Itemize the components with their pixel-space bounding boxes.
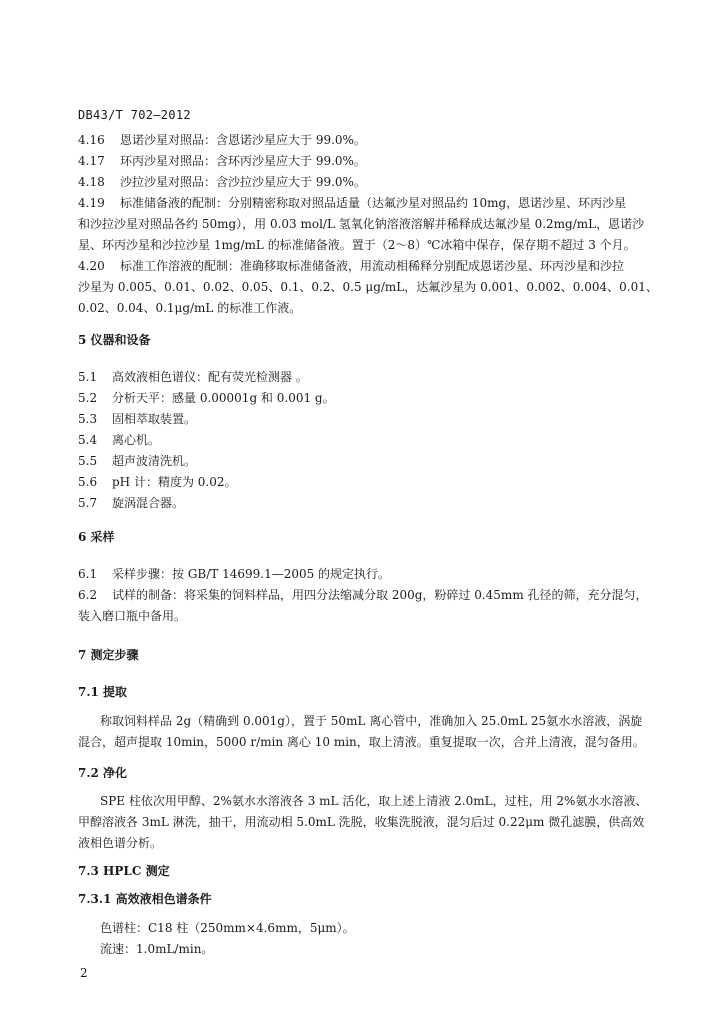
item-4-19-line2: 和沙拉沙星对照品各约 50mg），用 0.03 mol/L 氢氧化钠溶液溶解并稀释成达氟沙星 0.2mg/mL，恩诺沙 <box>78 217 645 231</box>
item-6-2 <box>78 586 648 604</box>
subsection-7-2-line3: 液相色谱分析。 <box>78 836 163 850</box>
page-number: 2 <box>80 966 88 980</box>
section-5-heading: 5 仪器和设备 <box>78 333 151 347</box>
subsection-7-3-heading: 7.3 HPLC 测定 <box>78 864 170 878</box>
item-text: 旋涡混合器。 <box>112 496 185 510</box>
item-4-20 <box>78 257 624 275</box>
section-6-heading: 6 采样 <box>78 530 115 544</box>
item-number: 6.1 <box>78 567 98 581</box>
item-number: 6.2 <box>78 588 98 602</box>
item-text-line1: 标准工作溶液的配制：准确移取标准储备液，用流动相稀释分别配成恩诺沙星、环丙沙星和沙拉 <box>120 259 625 273</box>
item-4-17 <box>78 152 366 170</box>
item-6-2-line2: 装入磨口瓶中备用。 <box>78 609 187 623</box>
item-number: 4.19 <box>78 196 105 210</box>
item-number: 4.18 <box>78 175 105 189</box>
item-6-1 <box>78 565 390 583</box>
item-text: pH 计：精度为 0.02。 <box>112 475 237 489</box>
subsection-7-2-line1: SPE 柱依次用甲醇、2%氨水水溶液各 3 mL 活化，取上述上清液 2.0mL，过柱，用 2%氨水水溶液、 <box>100 794 648 808</box>
item-text: 离心机。 <box>112 433 161 447</box>
item-text-line1: 标准储备液的配制：分别精密称取对照品适量（达氟沙星对照品约 10mg，恩诺沙星、环丙沙星 <box>120 196 627 210</box>
subsection-7-1-heading: 7.1 提取 <box>78 685 128 699</box>
item-text: 沙拉沙星对照品：含沙拉沙星应大于 99.0%。 <box>120 175 366 189</box>
flow-rate-line: 流速：1.0mL/min。 <box>100 942 214 956</box>
item-4-16 <box>78 131 366 149</box>
item-number: 4.16 <box>78 133 105 147</box>
item-number: 5.7 <box>78 496 98 510</box>
item-5-5 <box>78 452 196 470</box>
item-text-line1: 试样的制备：将采集的饲料样品，用四分法缩减分取 200g，粉碎过 0.45mm 孔径的筛，充分混匀， <box>112 588 648 602</box>
item-text: 超声波清洗机。 <box>112 454 197 468</box>
item-5-3 <box>78 410 196 428</box>
item-4-19 <box>78 194 626 212</box>
item-5-2 <box>78 389 335 407</box>
item-5-7 <box>78 494 184 512</box>
section-7-heading: 7 测定步骤 <box>78 648 139 662</box>
subsection-7-2-line2: 甲醇溶液各 3mL 淋洗，抽干，用流动相 5.0mL 洗脱，收集洗脱液，混匀后过 0.22μm 微孔滤膜，供高效 <box>78 815 645 829</box>
item-text: 高效液相色谱仪：配有荧光检测器 。 <box>112 370 308 384</box>
subsection-7-1-line1: 称取饲料样品 2g（精确到 0.001g），置于 50mL 离心管中，准确加入 25.0mL 25氨水水溶液，涡旋 <box>100 714 643 728</box>
item-4-20-line3: 0.02、0.04、0.1μg/mL 的标准工作液。 <box>78 301 302 315</box>
item-5-6 <box>78 473 237 491</box>
chromatographic-column-line: 色谱柱：C18 柱（250mm×4.6mm，5μm）。 <box>100 921 355 935</box>
item-number: 5.5 <box>78 454 98 468</box>
item-4-18 <box>78 173 366 191</box>
item-number: 4.20 <box>78 259 105 273</box>
item-text: 采样步骤：按 GB/T 14699.1—2005 的规定执行。 <box>112 567 391 581</box>
item-number: 5.6 <box>78 475 98 489</box>
standard-code-header: DB43/T 702—2012 <box>78 108 191 122</box>
item-text: 固相萃取装置。 <box>112 412 197 426</box>
item-text: 分析天平：感量 0.00001g 和 0.001 g。 <box>112 391 335 405</box>
item-text: 恩诺沙星对照品：含恩诺沙星应大于 99.0%。 <box>120 133 366 147</box>
item-number: 5.2 <box>78 391 98 405</box>
subsection-7-1-line2: 混合，超声提取 10min，5000 r/min 离心 10 min，取上清液。重复提取一次，合并上清液，混匀备用。 <box>78 735 645 749</box>
subsection-7-2-heading: 7.2 净化 <box>78 766 128 780</box>
item-number: 4.17 <box>78 154 105 168</box>
item-number: 5.4 <box>78 433 98 447</box>
item-number: 5.1 <box>78 370 98 384</box>
item-5-4 <box>78 431 160 449</box>
item-5-1 <box>78 368 308 386</box>
item-number: 5.3 <box>78 412 98 426</box>
item-4-20-line2: 沙星为 0.005、0.01、0.02、0.05、0.1、0.2、0.5 μg/mL，达氟沙星为 0.001、0.002、0.004、0.01、 <box>78 280 658 294</box>
item-4-19-line3: 星、环丙沙星和沙拉沙星 1mg/mL 的标准储备液。置于（2～8）℃冰箱中保存，保存期不超过 3 个月。 <box>78 238 636 252</box>
item-text: 环丙沙星对照品：含环丙沙星应大于 99.0%。 <box>120 154 366 168</box>
subsection-7-3-1-heading: 7.3.1 高效液相色谱条件 <box>78 892 212 906</box>
